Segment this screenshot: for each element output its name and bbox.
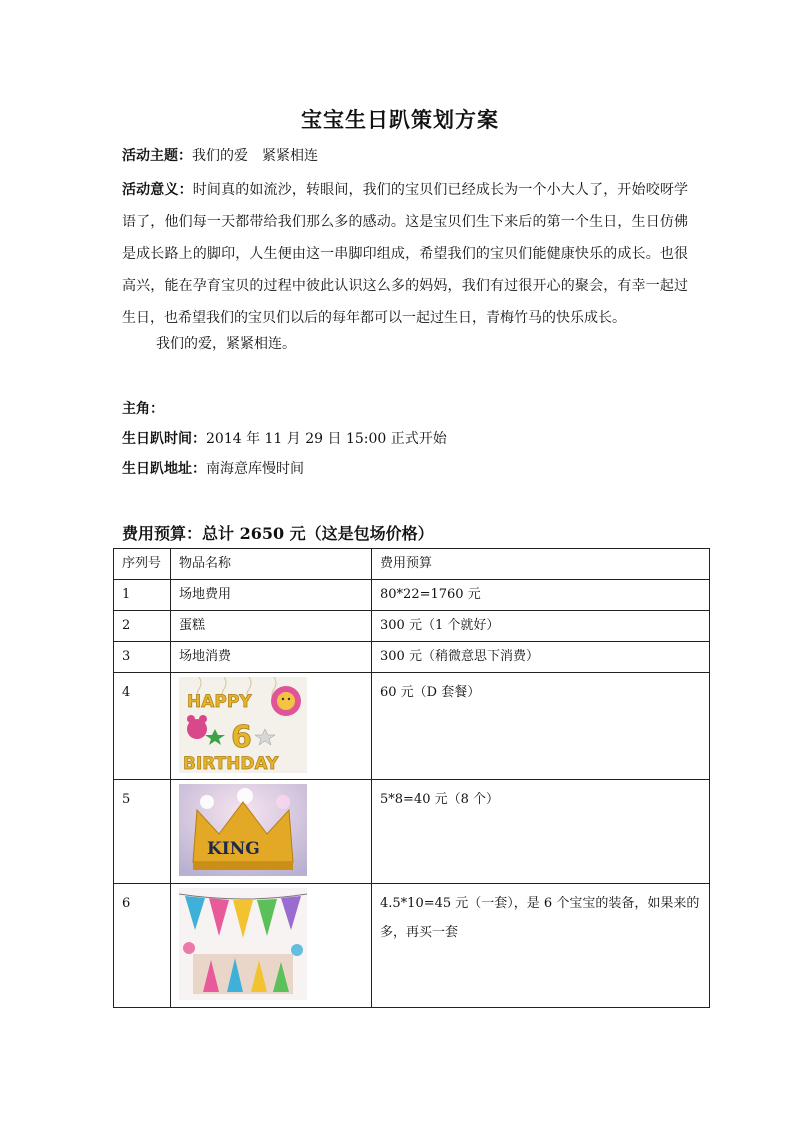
row-cost: 4.5*10=45 元（一套），是 6 个宝宝的装备，如果来的多，再买一套	[372, 884, 710, 1008]
table-row	[114, 780, 710, 884]
happy-birthday-balloons-image	[179, 677, 307, 773]
row-item: 场地消费	[171, 642, 372, 673]
row-number: 3	[114, 642, 171, 673]
budget-heading: 费用预算：总计 2650 元（这是包场价格）	[122, 524, 434, 543]
row-number: 4	[114, 673, 171, 780]
meaning-paragraph	[122, 174, 688, 334]
row-cost: 300 元（1 个就好）	[372, 611, 710, 642]
table-row	[114, 884, 710, 1008]
balloons-birthday-text: BIRTHDAY	[183, 754, 279, 773]
table-row	[114, 642, 710, 673]
row-cost: 5*8=40 元（8 个）	[372, 780, 710, 884]
king-crown-hat-image	[179, 784, 307, 876]
meaning-closing: 我们的爱，紧紧相连。	[156, 336, 296, 352]
row-number: 6	[114, 884, 171, 1008]
party-address-line	[122, 459, 304, 479]
table-row	[114, 673, 710, 780]
balloons-happy-text: HAPPY	[187, 692, 252, 712]
budget-table	[113, 548, 710, 1008]
party-address-value: 南海意库慢时间	[206, 461, 304, 477]
party-address-label: 生日趴地址：	[122, 461, 206, 477]
row-cost: 60 元（D 套餐）	[372, 673, 710, 780]
row-item: 蛋糕	[171, 611, 372, 642]
page-title: 宝宝生日趴策划方案	[301, 107, 499, 132]
party-banner-set-image	[179, 888, 307, 1000]
column-header: 物品名称	[171, 549, 372, 580]
party-time-label: 生日趴时间：	[122, 431, 206, 447]
row-number: 1	[114, 580, 171, 611]
row-cost: 80*22=1760 元	[372, 580, 710, 611]
party-time-line	[122, 429, 447, 449]
meaning-text: 时间真的如流沙，转眼间，我们的宝贝们已经成长为一个小大人了，开始咬呀学语了，他们每一天都带给我们那么多的感动。这是宝贝们生下来后的第一个生日，生日仿佛是成长路上的脚印，人生便由这一串脚印组成，希望我们的宝贝们能健康快乐的成长。也很高兴，能在孕育宝贝的过程中彼此认识这么多的妈妈，我们有过很开心的聚会，有幸一起过生日，也希望我们的宝贝们以后的每年都可以一起过生日，青梅竹马的快乐成长。	[122, 182, 689, 326]
table-header-row	[114, 549, 710, 580]
theme-line	[122, 146, 318, 166]
row-number: 5	[114, 780, 171, 884]
row-image-cell	[171, 884, 372, 1008]
column-header: 费用预算	[372, 549, 710, 580]
protagonist-label: 主角：	[122, 401, 164, 417]
crown-king-text: KING	[207, 839, 260, 859]
balloons-number-text: 6	[231, 720, 252, 755]
table-row	[114, 580, 710, 611]
row-image-cell	[171, 780, 372, 884]
table-row	[114, 611, 710, 642]
column-header: 序列号	[114, 549, 171, 580]
theme-value: 我们的爱 紧紧相连	[192, 148, 318, 164]
theme-label: 活动主题：	[122, 148, 192, 164]
row-image-cell	[171, 673, 372, 780]
party-time-value: 2014 年 11 月 29 日 15:00 正式开始	[206, 431, 447, 447]
row-item: 场地费用	[171, 580, 372, 611]
meaning-label: 活动意义：	[122, 182, 193, 198]
row-cost: 300 元（稍微意思下消费）	[372, 642, 710, 673]
row-number: 2	[114, 611, 171, 642]
